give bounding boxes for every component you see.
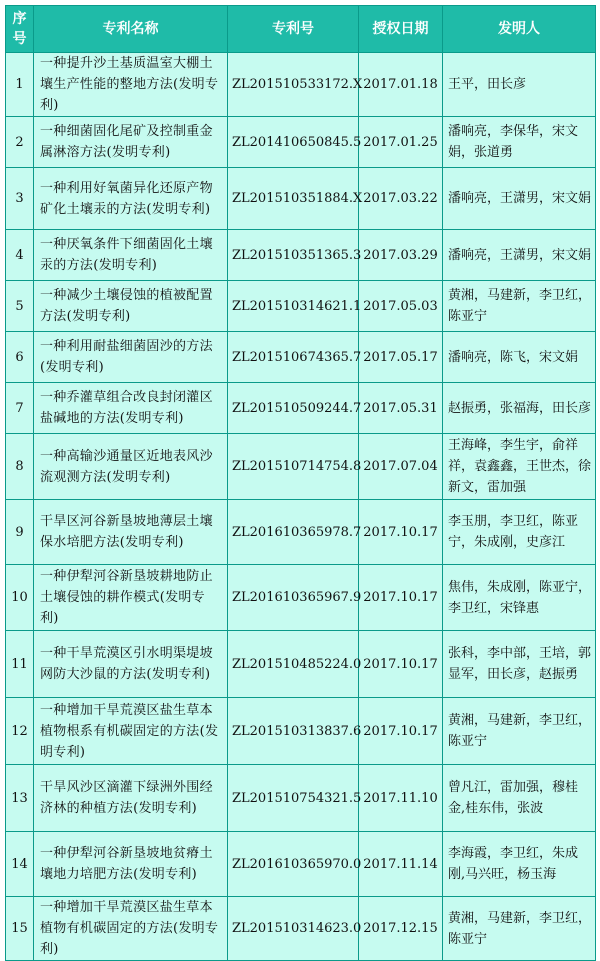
cell-date: 2017.10.17 <box>359 698 443 765</box>
cell-patent-no: ZL201410650845.5 <box>228 117 359 168</box>
header-seq: 序号 <box>6 6 34 53</box>
cell-seq: 3 <box>6 168 34 230</box>
cell-date: 2017.01.18 <box>359 53 443 117</box>
cell-name: 一种伊犁河谷新垦坡耕地防止土壤侵蚀的耕作模式(发明专利) <box>34 565 228 631</box>
cell-date: 2017.10.17 <box>359 565 443 631</box>
cell-date: 2017.07.04 <box>359 434 443 500</box>
cell-seq: 6 <box>6 332 34 383</box>
cell-inventors: 潘响亮，李保华，宋文娟，张道勇 <box>443 117 596 168</box>
table-row <box>6 500 596 565</box>
cell-patent-no: ZL201610365967.9 <box>228 565 359 631</box>
header-name: 专利名称 <box>34 6 228 53</box>
table-row <box>6 230 596 281</box>
cell-name: 一种厌氧条件下细菌固化土壤汞的方法(发明专利) <box>34 230 228 281</box>
cell-name: 一种乔灌草组合改良封闭灌区盐碱地的方法(发明专利) <box>34 383 228 434</box>
cell-name: 一种减少土壤侵蚀的植被配置方法(发明专利) <box>34 281 228 332</box>
cell-name: 干旱风沙区滴灌下绿洲外围经济林的种植方法(发明专利) <box>34 765 228 832</box>
cell-date: 2017.10.17 <box>359 631 443 698</box>
header-inventors: 发明人 <box>443 6 596 53</box>
cell-seq: 11 <box>6 631 34 698</box>
cell-patent-no: ZL201510509244.7 <box>228 383 359 434</box>
cell-patent-no: ZL201510313837.6 <box>228 698 359 765</box>
cell-date: 2017.11.14 <box>359 832 443 897</box>
cell-name: 一种伊犁河谷新垦坡地贫瘠土壤地力培肥方法(发明专利) <box>34 832 228 897</box>
cell-inventors: 黄湘，马建新，李卫红，陈亚宁 <box>443 897 596 961</box>
cell-patent-no: ZL201510314623.0 <box>228 897 359 961</box>
cell-seq: 14 <box>6 832 34 897</box>
table-row <box>6 53 596 117</box>
table-row <box>6 281 596 332</box>
cell-inventors: 李海霞，李卫红，朱成刚,马兴旺，杨玉海 <box>443 832 596 897</box>
cell-date: 2017.12.15 <box>359 897 443 961</box>
cell-inventors: 张科，李中部，王培，郭显军，田长彦，赵振勇 <box>443 631 596 698</box>
cell-inventors: 黄湘，马建新，李卫红，陈亚宁 <box>443 698 596 765</box>
cell-date: 2017.01.25 <box>359 117 443 168</box>
cell-inventors: 曾凡江，雷加强，穆桂金,桂东伟，张波 <box>443 765 596 832</box>
cell-name: 一种增加干旱荒漠区盐生草本植物有机碳固定的方法(发明专利) <box>34 897 228 961</box>
cell-inventors: 潘响亮，陈飞，宋文娟 <box>443 332 596 383</box>
table-row <box>6 832 596 897</box>
cell-seq: 5 <box>6 281 34 332</box>
table-row <box>6 698 596 765</box>
cell-patent-no: ZL201510485224.0 <box>228 631 359 698</box>
cell-inventors: 赵振勇，张福海，田长彦 <box>443 383 596 434</box>
cell-inventors: 黄湘，马建新，李卫红，陈亚宁 <box>443 281 596 332</box>
cell-seq: 15 <box>6 897 34 961</box>
table-row <box>6 434 596 500</box>
cell-name: 一种提升沙土基质温室大棚土壤生产性能的整地方法(发明专利) <box>34 53 228 117</box>
cell-date: 2017.10.17 <box>359 500 443 565</box>
table-row <box>6 765 596 832</box>
table-row <box>6 168 596 230</box>
cell-date: 2017.05.17 <box>359 332 443 383</box>
cell-inventors: 王平，田长彦 <box>443 53 596 117</box>
cell-date: 2017.03.29 <box>359 230 443 281</box>
cell-patent-no: ZL201510351884.X <box>228 168 359 230</box>
cell-patent-no: ZL201510533172.X <box>228 53 359 117</box>
cell-seq: 8 <box>6 434 34 500</box>
cell-seq: 4 <box>6 230 34 281</box>
cell-name: 一种利用耐盐细菌固沙的方法(发明专利) <box>34 332 228 383</box>
cell-inventors: 李玉朋，李卫红，陈亚宁，朱成刚，史彦江 <box>443 500 596 565</box>
cell-seq: 12 <box>6 698 34 765</box>
cell-inventors: 潘响亮，王潇男，宋文娟 <box>443 168 596 230</box>
table-row <box>6 565 596 631</box>
cell-seq: 13 <box>6 765 34 832</box>
cell-patent-no: ZL201610365970.0 <box>228 832 359 897</box>
cell-seq: 7 <box>6 383 34 434</box>
cell-date: 2017.05.03 <box>359 281 443 332</box>
header-date: 授权日期 <box>359 6 443 53</box>
cell-patent-no: ZL201510754321.5 <box>228 765 359 832</box>
patent-table <box>5 5 596 961</box>
cell-inventors: 潘响亮，王潇男，宋文娟 <box>443 230 596 281</box>
cell-seq: 2 <box>6 117 34 168</box>
cell-seq: 1 <box>6 53 34 117</box>
cell-patent-no: ZL201610365978.7 <box>228 500 359 565</box>
cell-date: 2017.05.31 <box>359 383 443 434</box>
cell-patent-no: ZL201510674365.7 <box>228 332 359 383</box>
cell-name: 一种高输沙通量区近地表风沙流观测方法(发明专利) <box>34 434 228 500</box>
header-patent-no: 专利号 <box>228 6 359 53</box>
cell-seq: 9 <box>6 500 34 565</box>
cell-patent-no: ZL201510714754.8 <box>228 434 359 500</box>
table-header-row <box>6 6 596 53</box>
cell-date: 2017.03.22 <box>359 168 443 230</box>
cell-seq: 10 <box>6 565 34 631</box>
cell-inventors: 焦伟，朱成刚，陈亚宁，李卫红，宋锋惠 <box>443 565 596 631</box>
cell-patent-no: ZL201510351365.3 <box>228 230 359 281</box>
cell-name: 一种干旱荒漠区引水明渠堤坡网防大沙鼠的方法(发明专利) <box>34 631 228 698</box>
cell-name: 一种利用好氧菌异化还原产物矿化土壤汞的方法(发明专利) <box>34 168 228 230</box>
cell-name: 干旱区河谷新垦坡地薄层土壤保水培肥方法(发明专利) <box>34 500 228 565</box>
cell-patent-no: ZL201510314621.1 <box>228 281 359 332</box>
table-row <box>6 117 596 168</box>
cell-inventors: 王海峰，李生宇，俞祥祥，袁鑫鑫，王世杰，徐新文，雷加强 <box>443 434 596 500</box>
table-row <box>6 332 596 383</box>
cell-name: 一种增加干旱荒漠区盐生草本植物根系有机碳固定的方法(发明专利) <box>34 698 228 765</box>
table-row <box>6 631 596 698</box>
cell-name: 一种细菌固化尾矿及控制重金属淋溶方法(发明专利) <box>34 117 228 168</box>
cell-date: 2017.11.10 <box>359 765 443 832</box>
table-row <box>6 897 596 961</box>
table-row <box>6 383 596 434</box>
